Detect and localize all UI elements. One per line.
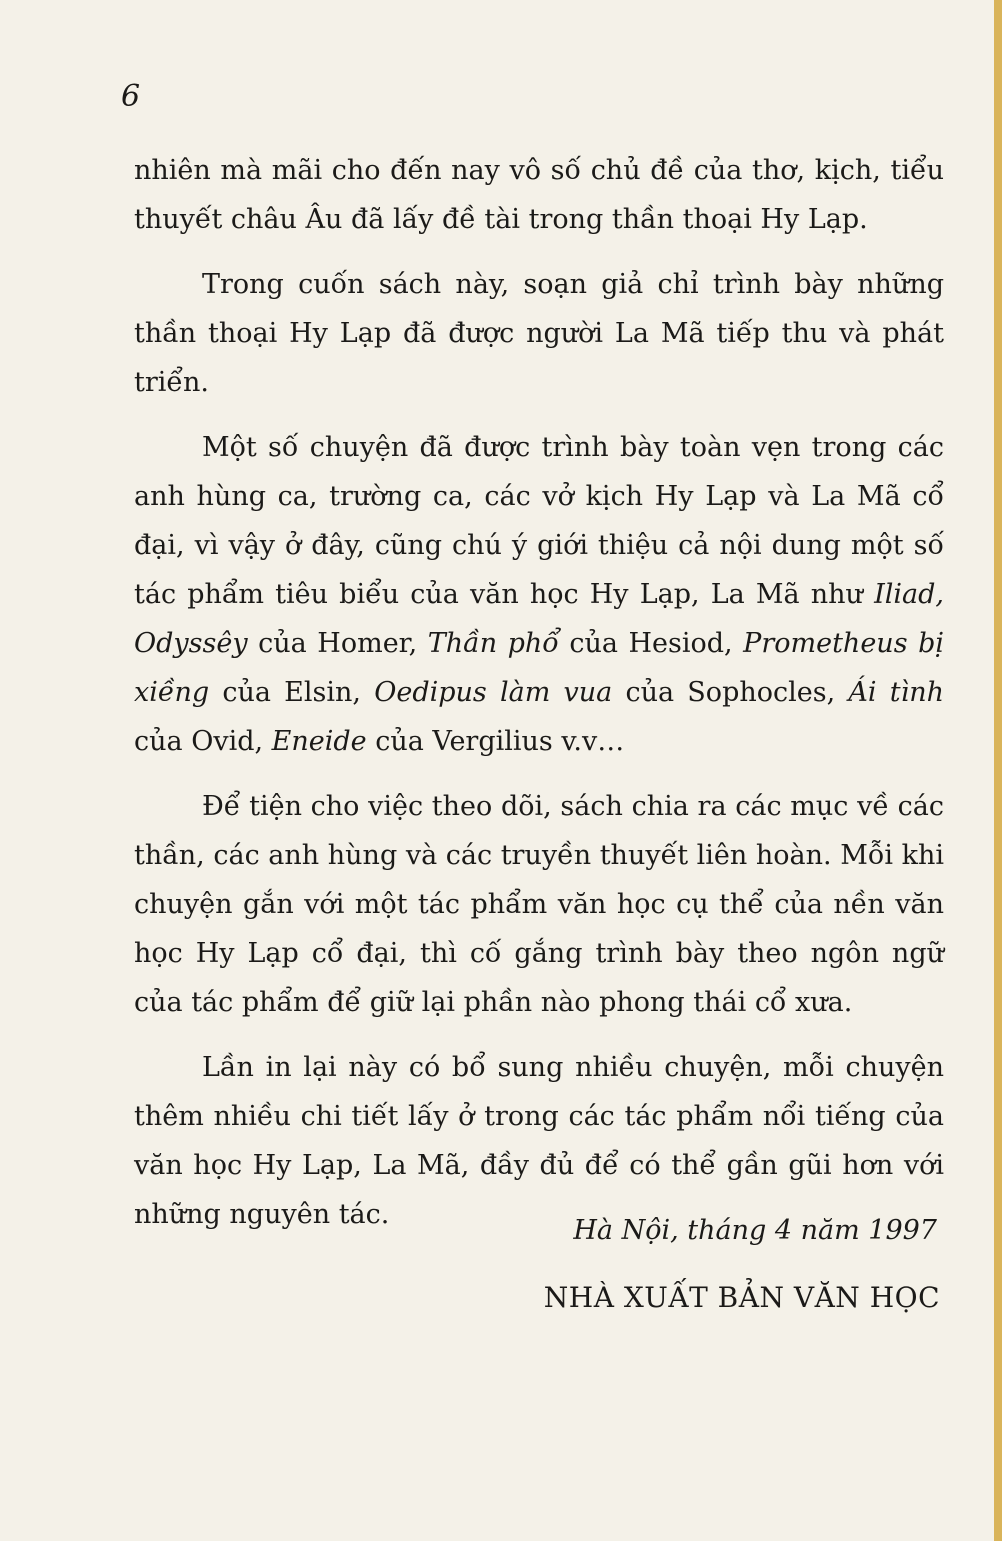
work-prometheus: Prometheus bị xiềng — [134, 628, 944, 708]
work-odyssey: Odyssêy — [134, 628, 248, 659]
paragraph-2: Trong cuốn sách này, soạn giả chỉ trình bày những thần thoại Hy Lạp đã được người La Mã tiếp thu và phát triển. — [134, 269, 944, 398]
paragraph-4: Để tiện cho việc theo dõi, sách chia ra các mục về các thần, các anh hùng và các truyền thuyết liên hoàn. Mỗi khi chuyện gắn với một tác phẩm văn học cụ thể của nền văn học Hy Lạp cổ đại, thì cố gắng trình bày theo ngôn ngữ của tác phẩm để giữ lại phần nào phong thái cổ xưa. — [134, 791, 944, 1018]
work-iliad: Iliad, — [874, 579, 944, 610]
author-sophocles: của Sophocles, — [612, 677, 849, 708]
paragraph-3 — [134, 423, 944, 766]
publisher-name: NHÀ XUẤT BẢN VĂN HỌC — [543, 1281, 940, 1314]
paragraph-3-intro: Một số chuyện đã được trình bày toàn vẹn trong các anh hùng ca, trường ca, các vở kịch Hy Lạp và La Mã cổ đại, vì vậy ở đây, cũng chú ý giới thiệu cả nội dung một số tác phẩm tiêu biểu của văn học Hy Lạp, La Mã như — [134, 432, 944, 610]
work-ai-tinh: Ái tình — [848, 677, 944, 708]
author-homer: của Homer, — [247, 628, 428, 659]
paragraph-1: nhiên mà mãi cho đến nay vô số chủ đề của thơ, kịch, tiểu thuyết châu Âu đã lấy đề tài trong thần thoại Hy Lạp. — [134, 155, 944, 235]
signature-date: Hà Nội, tháng 4 năm 1997 — [573, 1215, 937, 1246]
paragraph-5: Lần in lại này có bổ sung nhiều chuyện, mỗi chuyện thêm nhiều chi tiết lấy ở trong các tác phẩm nổi tiếng của văn học Hy Lạp, La Mã, đầy đủ để có thể gần gũi hơn với những nguyên tác. — [134, 1052, 944, 1230]
author-vergilius: của Vergilius v.v… — [366, 726, 625, 757]
work-oedipus: Oedipus làm vua — [374, 677, 613, 708]
page-number: 6 — [121, 79, 141, 114]
author-ovid: của Ovid, — [134, 726, 272, 757]
work-eneide: Eneide — [271, 726, 367, 757]
author-hesiod: của Hesiod, — [558, 628, 744, 659]
body-text — [134, 146, 944, 1255]
work-theogony: Thần phổ — [427, 628, 559, 659]
author-elsin: của Elsin, — [209, 677, 375, 708]
